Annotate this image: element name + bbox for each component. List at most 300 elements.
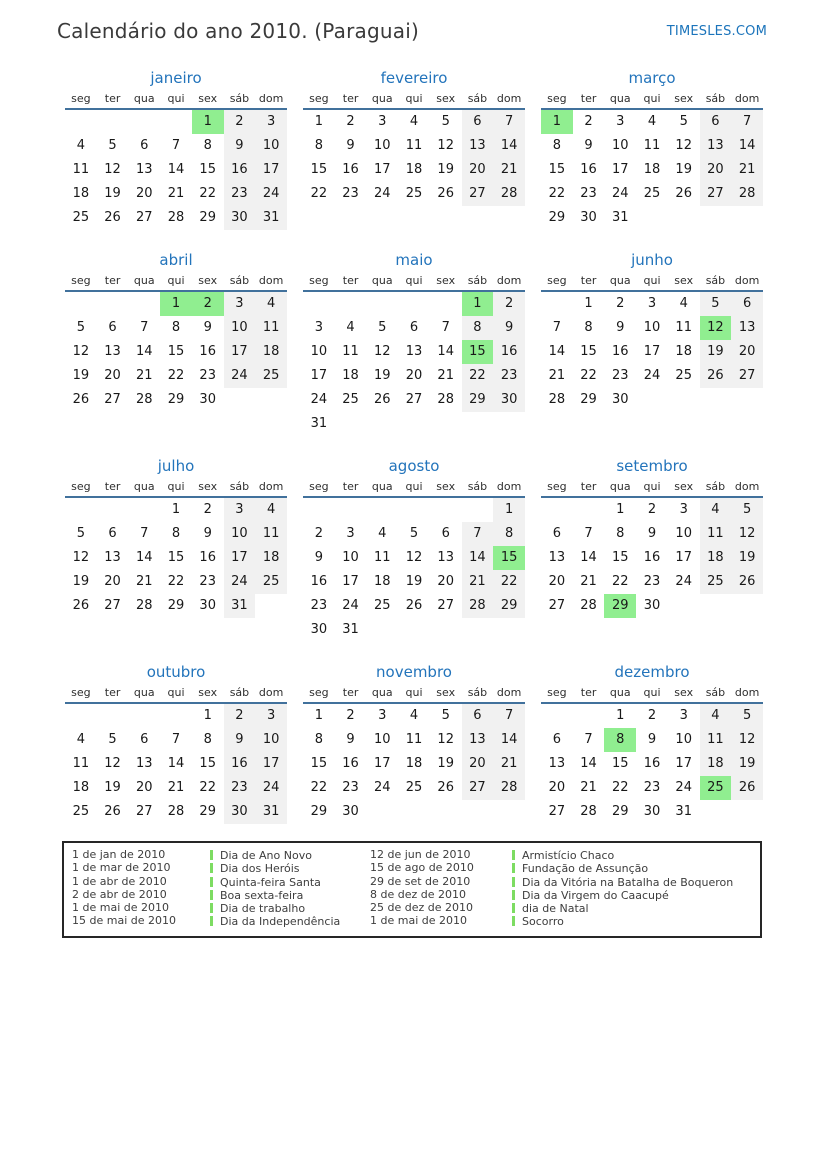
- weekday-header: [541, 92, 763, 110]
- weekday-label: qua: [609, 686, 631, 699]
- day-cell: 10: [310, 344, 328, 359]
- month-title: setembro: [616, 457, 688, 475]
- empty-cell: [462, 498, 494, 522]
- day-cell: 14: [580, 550, 597, 565]
- day-cell: 12: [437, 138, 454, 153]
- legend-name-cell: [512, 902, 760, 915]
- day-cell: 1: [493, 498, 525, 522]
- day-cell: 1: [616, 708, 625, 723]
- day-cell: 19: [731, 752, 763, 776]
- weekday-label: qua: [371, 92, 393, 105]
- empty-cell: [128, 292, 160, 316]
- day-cell: 22: [199, 780, 216, 795]
- month-title: março: [628, 69, 676, 87]
- holiday-name: Dia de trabalho: [220, 902, 306, 916]
- day-cell: 5: [441, 114, 450, 129]
- day-cell: 17: [675, 550, 692, 565]
- day-cell: 26: [374, 392, 391, 407]
- weekday-label: qui: [167, 480, 185, 493]
- day-cell: 16: [493, 340, 525, 364]
- weekday-label: qui: [167, 92, 185, 105]
- day-cell: 14: [580, 756, 597, 771]
- day-cell: 5: [409, 526, 419, 541]
- empty-cell: [366, 618, 398, 642]
- day-cell: 24: [612, 186, 629, 201]
- day-cell: 1: [314, 114, 323, 129]
- day-cell: 29: [199, 210, 216, 225]
- day-cell: 22: [493, 570, 525, 594]
- weekday-label: ter: [342, 480, 359, 493]
- empty-cell: [731, 800, 763, 824]
- weekday-label: qua: [133, 274, 155, 287]
- day-cell: 11: [405, 138, 423, 153]
- day-cell: 1: [462, 292, 494, 316]
- day-cell: 2: [647, 708, 657, 723]
- day-cell: 27: [462, 776, 494, 800]
- holiday-date: 12 de jun de 2010: [370, 848, 471, 861]
- day-cell: 18: [72, 780, 90, 795]
- weekday-label: sex: [436, 92, 456, 105]
- day-cell: 11: [342, 344, 359, 359]
- day-cell: 22: [462, 364, 494, 388]
- day-cell: 15: [310, 162, 328, 177]
- holiday-name: Fundação de Assunção: [522, 862, 649, 876]
- day-cell: 10: [224, 522, 256, 546]
- day-cell: 31: [675, 804, 692, 819]
- day-cell: 18: [255, 340, 287, 364]
- day-cell: 13: [405, 344, 423, 359]
- weekday-label: qua: [609, 480, 631, 493]
- day-cell: 11: [700, 728, 732, 752]
- day-cell: 10: [224, 316, 256, 340]
- holiday-date: 15 de mai de 2010: [72, 914, 176, 928]
- day-cell: 7: [584, 526, 593, 541]
- month-title: novembro: [376, 663, 452, 681]
- day-cell: 20: [462, 752, 494, 776]
- weekday-label: qua: [609, 92, 631, 105]
- day-cell: 25: [675, 368, 692, 383]
- day-cell: 28: [580, 804, 597, 819]
- day-cell: 17: [224, 340, 256, 364]
- day-cell: 20: [548, 574, 566, 589]
- holiday-name: Quinta-feira Santa: [220, 875, 321, 889]
- weekday-header: [65, 686, 287, 704]
- day-cell: 30: [580, 210, 597, 225]
- empty-cell: [398, 412, 430, 436]
- day-cell: 15: [493, 546, 525, 570]
- month-title: abril: [159, 251, 193, 269]
- holiday-name: Dia dos Heróis: [220, 862, 300, 876]
- day-cell: 23: [342, 186, 359, 201]
- weekday-label: qua: [133, 92, 155, 105]
- day-cell: 2: [224, 110, 256, 134]
- day-cell: 16: [643, 550, 661, 565]
- day-cell: 24: [255, 182, 287, 206]
- holiday-date: 1 de mai de 2010: [370, 914, 467, 928]
- day-cell: 7: [171, 732, 181, 747]
- day-cell: 19: [405, 574, 423, 589]
- day-cell: 9: [493, 316, 525, 340]
- day-cell: 12: [72, 344, 90, 359]
- day-cell: 26: [437, 186, 454, 201]
- weekday-label: qua: [133, 686, 155, 699]
- day-cell: 17: [612, 162, 629, 177]
- weekday-label: qui: [405, 274, 423, 287]
- day-cell: 10: [675, 526, 692, 541]
- weekday-label: dom: [258, 480, 284, 493]
- empty-cell: [128, 704, 160, 728]
- holiday-tick-icon: [512, 850, 515, 860]
- weekday-label: sáb: [229, 274, 250, 287]
- month-title: agosto: [388, 457, 440, 475]
- empty-cell: [366, 412, 398, 436]
- empty-cell: [128, 110, 160, 134]
- day-cell: 17: [224, 546, 256, 570]
- day-cell: 3: [616, 114, 625, 129]
- day-cell: 26: [700, 364, 732, 388]
- weekday-label: seg: [309, 274, 329, 287]
- empty-cell: [700, 388, 732, 412]
- day-cell: 23: [199, 368, 216, 383]
- holiday-tick-icon: [512, 903, 515, 913]
- empty-cell: [636, 206, 668, 230]
- day-cell: 19: [104, 186, 121, 201]
- day-cell: 29: [548, 210, 566, 225]
- holiday-name: Armistício Chaco: [522, 849, 615, 862]
- day-cell: 5: [679, 114, 688, 129]
- day-cell: 20: [548, 780, 566, 795]
- day-cell: 18: [255, 546, 287, 570]
- day-cell: 12: [374, 344, 391, 359]
- holiday-date: 25 de dez de 2010: [370, 901, 474, 915]
- day-cell: 21: [493, 752, 525, 776]
- day-cell: 4: [76, 138, 85, 153]
- weekday-label: qui: [643, 686, 661, 699]
- day-cell: 16: [580, 162, 597, 177]
- day-cell: 3: [346, 526, 355, 541]
- day-cell: 10: [374, 732, 391, 747]
- day-cell: 8: [171, 526, 181, 541]
- day-cell: 26: [104, 804, 121, 819]
- empty-cell: [462, 412, 494, 436]
- day-cell: 9: [314, 550, 323, 565]
- day-cell: 28: [167, 210, 185, 225]
- empty-cell: [700, 594, 732, 618]
- empty-cell: [303, 292, 335, 316]
- weekday-label: qua: [609, 274, 631, 287]
- weekday-label: sex: [674, 686, 694, 699]
- day-cell: 11: [72, 756, 90, 771]
- day-cell: 12: [731, 522, 763, 546]
- day-cell: 25: [342, 392, 359, 407]
- day-cell: 8: [552, 138, 561, 153]
- weekday-header: [541, 480, 763, 498]
- day-cell: 28: [493, 182, 525, 206]
- empty-cell: [97, 704, 129, 728]
- holiday-tick-icon: [512, 877, 515, 887]
- weekday-label: seg: [547, 274, 567, 287]
- holiday-tick-icon: [210, 877, 213, 887]
- day-cell: 24: [255, 776, 287, 800]
- weekday-label: seg: [71, 686, 91, 699]
- weekday-label: dom: [734, 686, 760, 699]
- weekday-label: qui: [405, 686, 423, 699]
- empty-cell: [731, 594, 763, 618]
- day-cell: 25: [700, 570, 732, 594]
- empty-cell: [668, 206, 700, 230]
- day-cell: 9: [224, 134, 256, 158]
- day-cell: 19: [731, 546, 763, 570]
- day-cell: 3: [647, 296, 657, 311]
- month-title: outubro: [146, 663, 206, 681]
- month-fevereiro: [303, 69, 525, 206]
- day-cell: 27: [104, 392, 121, 407]
- empty-cell: [335, 412, 367, 436]
- day-cell: 1: [584, 296, 593, 311]
- day-cell: 9: [224, 728, 256, 752]
- day-cell: 29: [612, 804, 629, 819]
- day-cell: 28: [493, 776, 525, 800]
- holiday-tick-icon: [512, 863, 515, 873]
- day-cell: 14: [167, 162, 185, 177]
- holiday-date: 15 de ago de 2010: [370, 861, 474, 875]
- day-cell: 26: [675, 186, 692, 201]
- day-cell: 13: [136, 162, 153, 177]
- day-cell: 9: [346, 138, 355, 153]
- day-cell: 4: [647, 114, 657, 129]
- empty-cell: [430, 800, 462, 824]
- day-cell: 5: [731, 498, 763, 522]
- day-cell: 22: [612, 780, 629, 795]
- day-cell: 22: [310, 186, 328, 201]
- day-cell: 17: [374, 162, 391, 177]
- day-cell: 23: [310, 598, 328, 613]
- weekday-label: sex: [674, 92, 694, 105]
- legend-name-cell: [210, 915, 370, 928]
- day-cell: 20: [405, 368, 423, 383]
- weekday-label: dom: [496, 686, 522, 699]
- day-cell: 7: [462, 522, 494, 546]
- legend-name-cell: [512, 915, 760, 928]
- day-cell: 14: [548, 344, 566, 359]
- day-cell: 31: [612, 210, 629, 225]
- day-cell: 13: [104, 344, 121, 359]
- day-cell: 27: [104, 598, 121, 613]
- legend-name-cell: [512, 876, 760, 889]
- weekday-label: dom: [734, 480, 760, 493]
- day-cell: 30: [342, 804, 359, 819]
- day-cell: 10: [374, 138, 391, 153]
- day-cell: 12: [731, 728, 763, 752]
- day-cell: 27: [136, 210, 153, 225]
- day-cell: 6: [140, 732, 149, 747]
- day-cell: 11: [405, 732, 423, 747]
- day-cell: 8: [314, 138, 323, 153]
- day-cell: 25: [374, 598, 391, 613]
- day-cell: 25: [72, 210, 90, 225]
- day-cell: 17: [310, 368, 328, 383]
- day-cell: 5: [731, 704, 763, 728]
- day-cell: 3: [224, 498, 256, 522]
- empty-cell: [128, 498, 160, 522]
- empty-cell: [398, 618, 430, 642]
- empty-cell: [303, 498, 335, 522]
- weekday-label: sáb: [467, 686, 488, 699]
- empty-cell: [430, 292, 462, 316]
- day-cell: 4: [679, 296, 688, 311]
- day-cell: 8: [462, 316, 494, 340]
- day-cell: 8: [616, 526, 625, 541]
- day-cell: 30: [493, 388, 525, 412]
- day-cell: 9: [647, 732, 657, 747]
- days-grid: [65, 704, 287, 824]
- day-cell: 29: [310, 804, 328, 819]
- empty-cell: [731, 206, 763, 230]
- holiday-tick-icon: [210, 890, 213, 900]
- days-grid: [303, 498, 525, 642]
- day-cell: 20: [731, 340, 763, 364]
- day-cell: 17: [342, 574, 359, 589]
- day-cell: 21: [731, 158, 763, 182]
- day-cell: 12: [675, 138, 692, 153]
- day-cell: 23: [580, 186, 597, 201]
- empty-cell: [224, 388, 256, 412]
- day-cell: 28: [136, 392, 153, 407]
- day-cell: 20: [462, 158, 494, 182]
- weekday-label: seg: [71, 92, 91, 105]
- day-cell: 27: [437, 598, 454, 613]
- weekday-label: ter: [104, 274, 121, 287]
- weekday-label: seg: [309, 686, 329, 699]
- day-cell: 15: [199, 756, 216, 771]
- weekday-label: sáb: [229, 92, 250, 105]
- day-cell: 10: [342, 550, 359, 565]
- day-cell: 13: [700, 134, 732, 158]
- day-cell: 1: [203, 708, 212, 723]
- page-title: Calendário do ano 2010. (Paraguai): [57, 19, 419, 43]
- brand-link[interactable]: TIMESLES.COM: [666, 24, 767, 39]
- day-cell: 31: [224, 594, 256, 618]
- day-cell: 17: [255, 752, 287, 776]
- day-cell: 12: [72, 550, 90, 565]
- day-cell: 2: [314, 526, 323, 541]
- holiday-tick-icon: [512, 890, 515, 900]
- month-title: maio: [395, 251, 433, 269]
- day-cell: 24: [374, 186, 391, 201]
- day-cell: 10: [675, 732, 692, 747]
- weekday-label: qua: [371, 686, 393, 699]
- day-cell: 13: [548, 756, 566, 771]
- day-cell: 19: [437, 162, 454, 177]
- day-cell: 24: [224, 570, 256, 594]
- empty-cell: [255, 594, 287, 618]
- weekday-label: seg: [547, 480, 567, 493]
- empty-cell: [65, 498, 97, 522]
- day-cell: 26: [104, 210, 121, 225]
- weekday-label: sex: [198, 480, 218, 493]
- weekday-label: qua: [371, 274, 393, 287]
- empty-cell: [462, 618, 494, 642]
- day-cell: 2: [616, 296, 625, 311]
- empty-cell: [493, 618, 525, 642]
- day-cell: 20: [700, 158, 732, 182]
- day-cell: 3: [679, 708, 688, 723]
- weekday-header: [541, 686, 763, 704]
- day-cell: 27: [462, 182, 494, 206]
- legend-name-cell: [210, 889, 370, 902]
- day-cell: 16: [199, 344, 216, 359]
- day-cell: 6: [462, 704, 494, 728]
- empty-cell: [335, 292, 367, 316]
- day-cell: 18: [700, 752, 732, 776]
- month-title: dezembro: [614, 663, 690, 681]
- month-outubro: [65, 663, 287, 824]
- day-cell: 10: [643, 320, 661, 335]
- day-cell: 26: [437, 780, 454, 795]
- day-cell: 4: [700, 498, 732, 522]
- month-title: julho: [157, 457, 195, 475]
- empty-cell: [398, 498, 430, 522]
- day-cell: 18: [675, 344, 692, 359]
- day-cell: 7: [140, 526, 149, 541]
- day-cell: 4: [255, 292, 287, 316]
- day-cell: 13: [548, 550, 566, 565]
- weekday-label: qui: [405, 480, 423, 493]
- weekday-label: qui: [643, 92, 661, 105]
- weekday-label: ter: [104, 92, 121, 105]
- day-cell: 5: [441, 708, 450, 723]
- day-cell: 3: [255, 704, 287, 728]
- weekday-label: ter: [342, 92, 359, 105]
- day-cell: 11: [643, 138, 661, 153]
- day-cell: 21: [167, 186, 185, 201]
- day-cell: 5: [108, 732, 117, 747]
- empty-cell: [541, 704, 573, 728]
- day-cell: 8: [493, 522, 525, 546]
- day-cell: 14: [136, 550, 153, 565]
- day-cell: 2: [647, 502, 657, 517]
- day-cell: 18: [700, 546, 732, 570]
- weekday-label: dom: [496, 92, 522, 105]
- day-cell: 10: [612, 138, 629, 153]
- empty-cell: [65, 704, 97, 728]
- months-grid: [65, 69, 827, 824]
- weekday-label: seg: [309, 92, 329, 105]
- month-title: janeiro: [150, 69, 202, 87]
- day-cell: 28: [580, 598, 597, 613]
- day-cell: 12: [104, 756, 121, 771]
- weekday-label: sáb: [467, 480, 488, 493]
- weekday-label: seg: [71, 274, 91, 287]
- day-cell: 3: [314, 320, 323, 335]
- day-cell: 26: [731, 776, 763, 800]
- holiday-tick-icon: [210, 916, 213, 926]
- day-cell: 22: [199, 186, 216, 201]
- holiday-name: Socorro: [522, 915, 564, 929]
- day-cell: 31: [310, 416, 328, 431]
- day-cell: 25: [72, 804, 90, 819]
- legend-name-cell: [512, 889, 760, 902]
- day-cell: 8: [203, 138, 212, 153]
- holiday-date: 1 de mai de 2010: [72, 901, 169, 915]
- weekday-label: dom: [258, 274, 284, 287]
- day-cell: 7: [552, 320, 561, 335]
- day-cell: 17: [675, 756, 692, 771]
- weekday-label: sáb: [467, 92, 488, 105]
- day-cell: 17: [374, 756, 391, 771]
- day-cell: 24: [675, 780, 692, 795]
- day-cell: 3: [679, 502, 688, 517]
